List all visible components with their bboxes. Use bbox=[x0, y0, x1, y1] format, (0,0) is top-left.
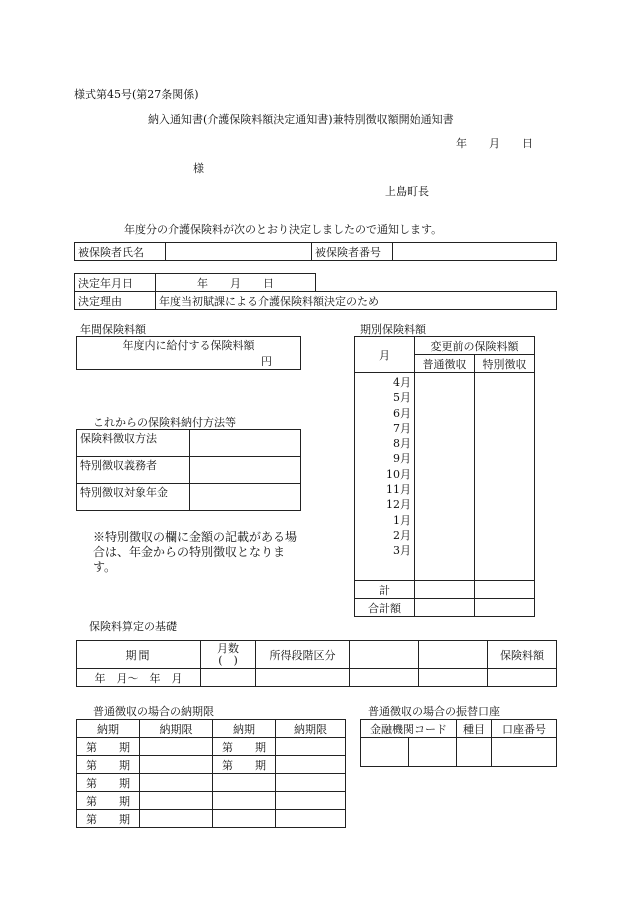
decision-table bbox=[74, 273, 557, 310]
period-header: 期間 bbox=[77, 641, 201, 669]
account-number-cell bbox=[492, 738, 557, 767]
institution-code-cell bbox=[361, 738, 457, 767]
special-amount-cell bbox=[475, 373, 535, 581]
bank-section-title: 普通徴収の場合の振替口座 bbox=[368, 705, 500, 718]
payment-method-title: これからの保険料納付方法等 bbox=[93, 416, 236, 429]
months-header: 月数 ( ) bbox=[201, 641, 256, 669]
issue-date: 年 月 日 bbox=[456, 137, 533, 150]
account-number-header: 口座番号 bbox=[492, 720, 557, 738]
month-label: 10月 bbox=[386, 467, 411, 481]
month-label: 4月 bbox=[393, 376, 411, 389]
document-title: 納入通知書(介護保険料額決定通知書)兼特別徴収額開始通知書 bbox=[148, 113, 454, 126]
insured-name-value bbox=[166, 243, 312, 261]
month-label: 8月 bbox=[393, 437, 411, 451]
ordinary-header: 普通徴収 bbox=[415, 355, 475, 373]
month-label: 6月 bbox=[393, 406, 411, 420]
form-number: 様式第45号(第27条関係) bbox=[74, 88, 199, 101]
term-label: 第 期 bbox=[213, 738, 276, 756]
decision-date-label: 決定年月日 bbox=[75, 274, 156, 292]
special-collector-label: 特別徴収義務者 bbox=[77, 457, 190, 484]
annual-section-title: 年間保険料額 bbox=[80, 323, 146, 336]
annual-header: 年度内に給付する保険料額 bbox=[77, 337, 301, 354]
periodic-section-title: 期別保険料額 bbox=[360, 323, 426, 336]
term-label: 第 期 bbox=[77, 792, 140, 810]
insured-number-label: 被保険者番号 bbox=[312, 243, 393, 261]
total-label: 計 bbox=[355, 581, 415, 599]
decision-reason-label: 決定理由 bbox=[75, 292, 156, 310]
insured-table bbox=[74, 242, 557, 261]
term-label: 第 期 bbox=[213, 756, 276, 774]
month-header: 月 bbox=[355, 337, 415, 373]
period-value: 年 月～ 年 月 bbox=[77, 669, 201, 687]
annual-table bbox=[76, 336, 301, 370]
deadlines-section-title: 普通徴収の場合の納期限 bbox=[93, 705, 214, 718]
insured-name-label: 被保険者氏名 bbox=[75, 243, 166, 261]
ordinary-amount-cell bbox=[415, 373, 475, 581]
term-header: 納期 bbox=[213, 720, 276, 738]
insured-number-value bbox=[393, 243, 557, 261]
periodic-table bbox=[354, 336, 535, 617]
intro-text: 年度分の介護保険料が次のとおり決定しましたので通知します。 bbox=[124, 223, 443, 236]
grand-total-label: 合計額 bbox=[355, 599, 415, 617]
deadlines-table bbox=[76, 719, 346, 828]
decision-date-value: 年 月 日 bbox=[156, 274, 316, 292]
term-header: 納期 bbox=[77, 720, 140, 738]
term-label: 第 期 bbox=[77, 810, 140, 828]
institution-code-header: 金融機関コード bbox=[361, 720, 457, 738]
month-label: 2月 bbox=[393, 528, 411, 542]
term-label: 第 期 bbox=[77, 738, 140, 756]
month-label: 7月 bbox=[393, 421, 411, 435]
recipient-suffix: 様 bbox=[193, 162, 204, 175]
target-pension-label: 特別徴収対象年金 bbox=[77, 484, 190, 511]
issuer: 上島町長 bbox=[385, 185, 429, 198]
month-label: 11月 bbox=[386, 483, 411, 497]
income-bracket-header: 所得段階区分 bbox=[256, 641, 350, 669]
annual-unit: 円 bbox=[77, 353, 301, 370]
deadline-header: 納期限 bbox=[276, 720, 346, 738]
premium-header: 保険料額 bbox=[488, 641, 557, 669]
before-change-header: 変更前の保険料額 bbox=[415, 337, 535, 355]
collection-method-label: 保険料徴収方法 bbox=[77, 430, 190, 457]
month-label: 1月 bbox=[393, 513, 411, 527]
special-header: 特別徴収 bbox=[475, 355, 535, 373]
basis-table bbox=[76, 640, 557, 687]
special-collection-note: ※特別徴収の欄に金額の記載がある場 合は、年金からの特別徴収となりま す。 bbox=[93, 530, 298, 574]
bank-table bbox=[360, 719, 557, 767]
term-label: 第 期 bbox=[77, 774, 140, 792]
account-type-cell bbox=[457, 738, 492, 767]
decision-reason-value: 年度当初賦課による介護保険料額決定のため bbox=[156, 292, 557, 310]
month-label: 9月 bbox=[393, 452, 411, 466]
month-list bbox=[355, 373, 415, 581]
month-label: 5月 bbox=[393, 391, 411, 405]
month-label: 3月 bbox=[393, 544, 411, 558]
month-label: 12月 bbox=[386, 498, 411, 512]
account-type-header: 種目 bbox=[457, 720, 492, 738]
deadline-header: 納期限 bbox=[140, 720, 213, 738]
basis-section-title: 保険料算定の基礎 bbox=[89, 620, 177, 633]
payment-method-table bbox=[76, 429, 301, 511]
term-label: 第 期 bbox=[77, 756, 140, 774]
